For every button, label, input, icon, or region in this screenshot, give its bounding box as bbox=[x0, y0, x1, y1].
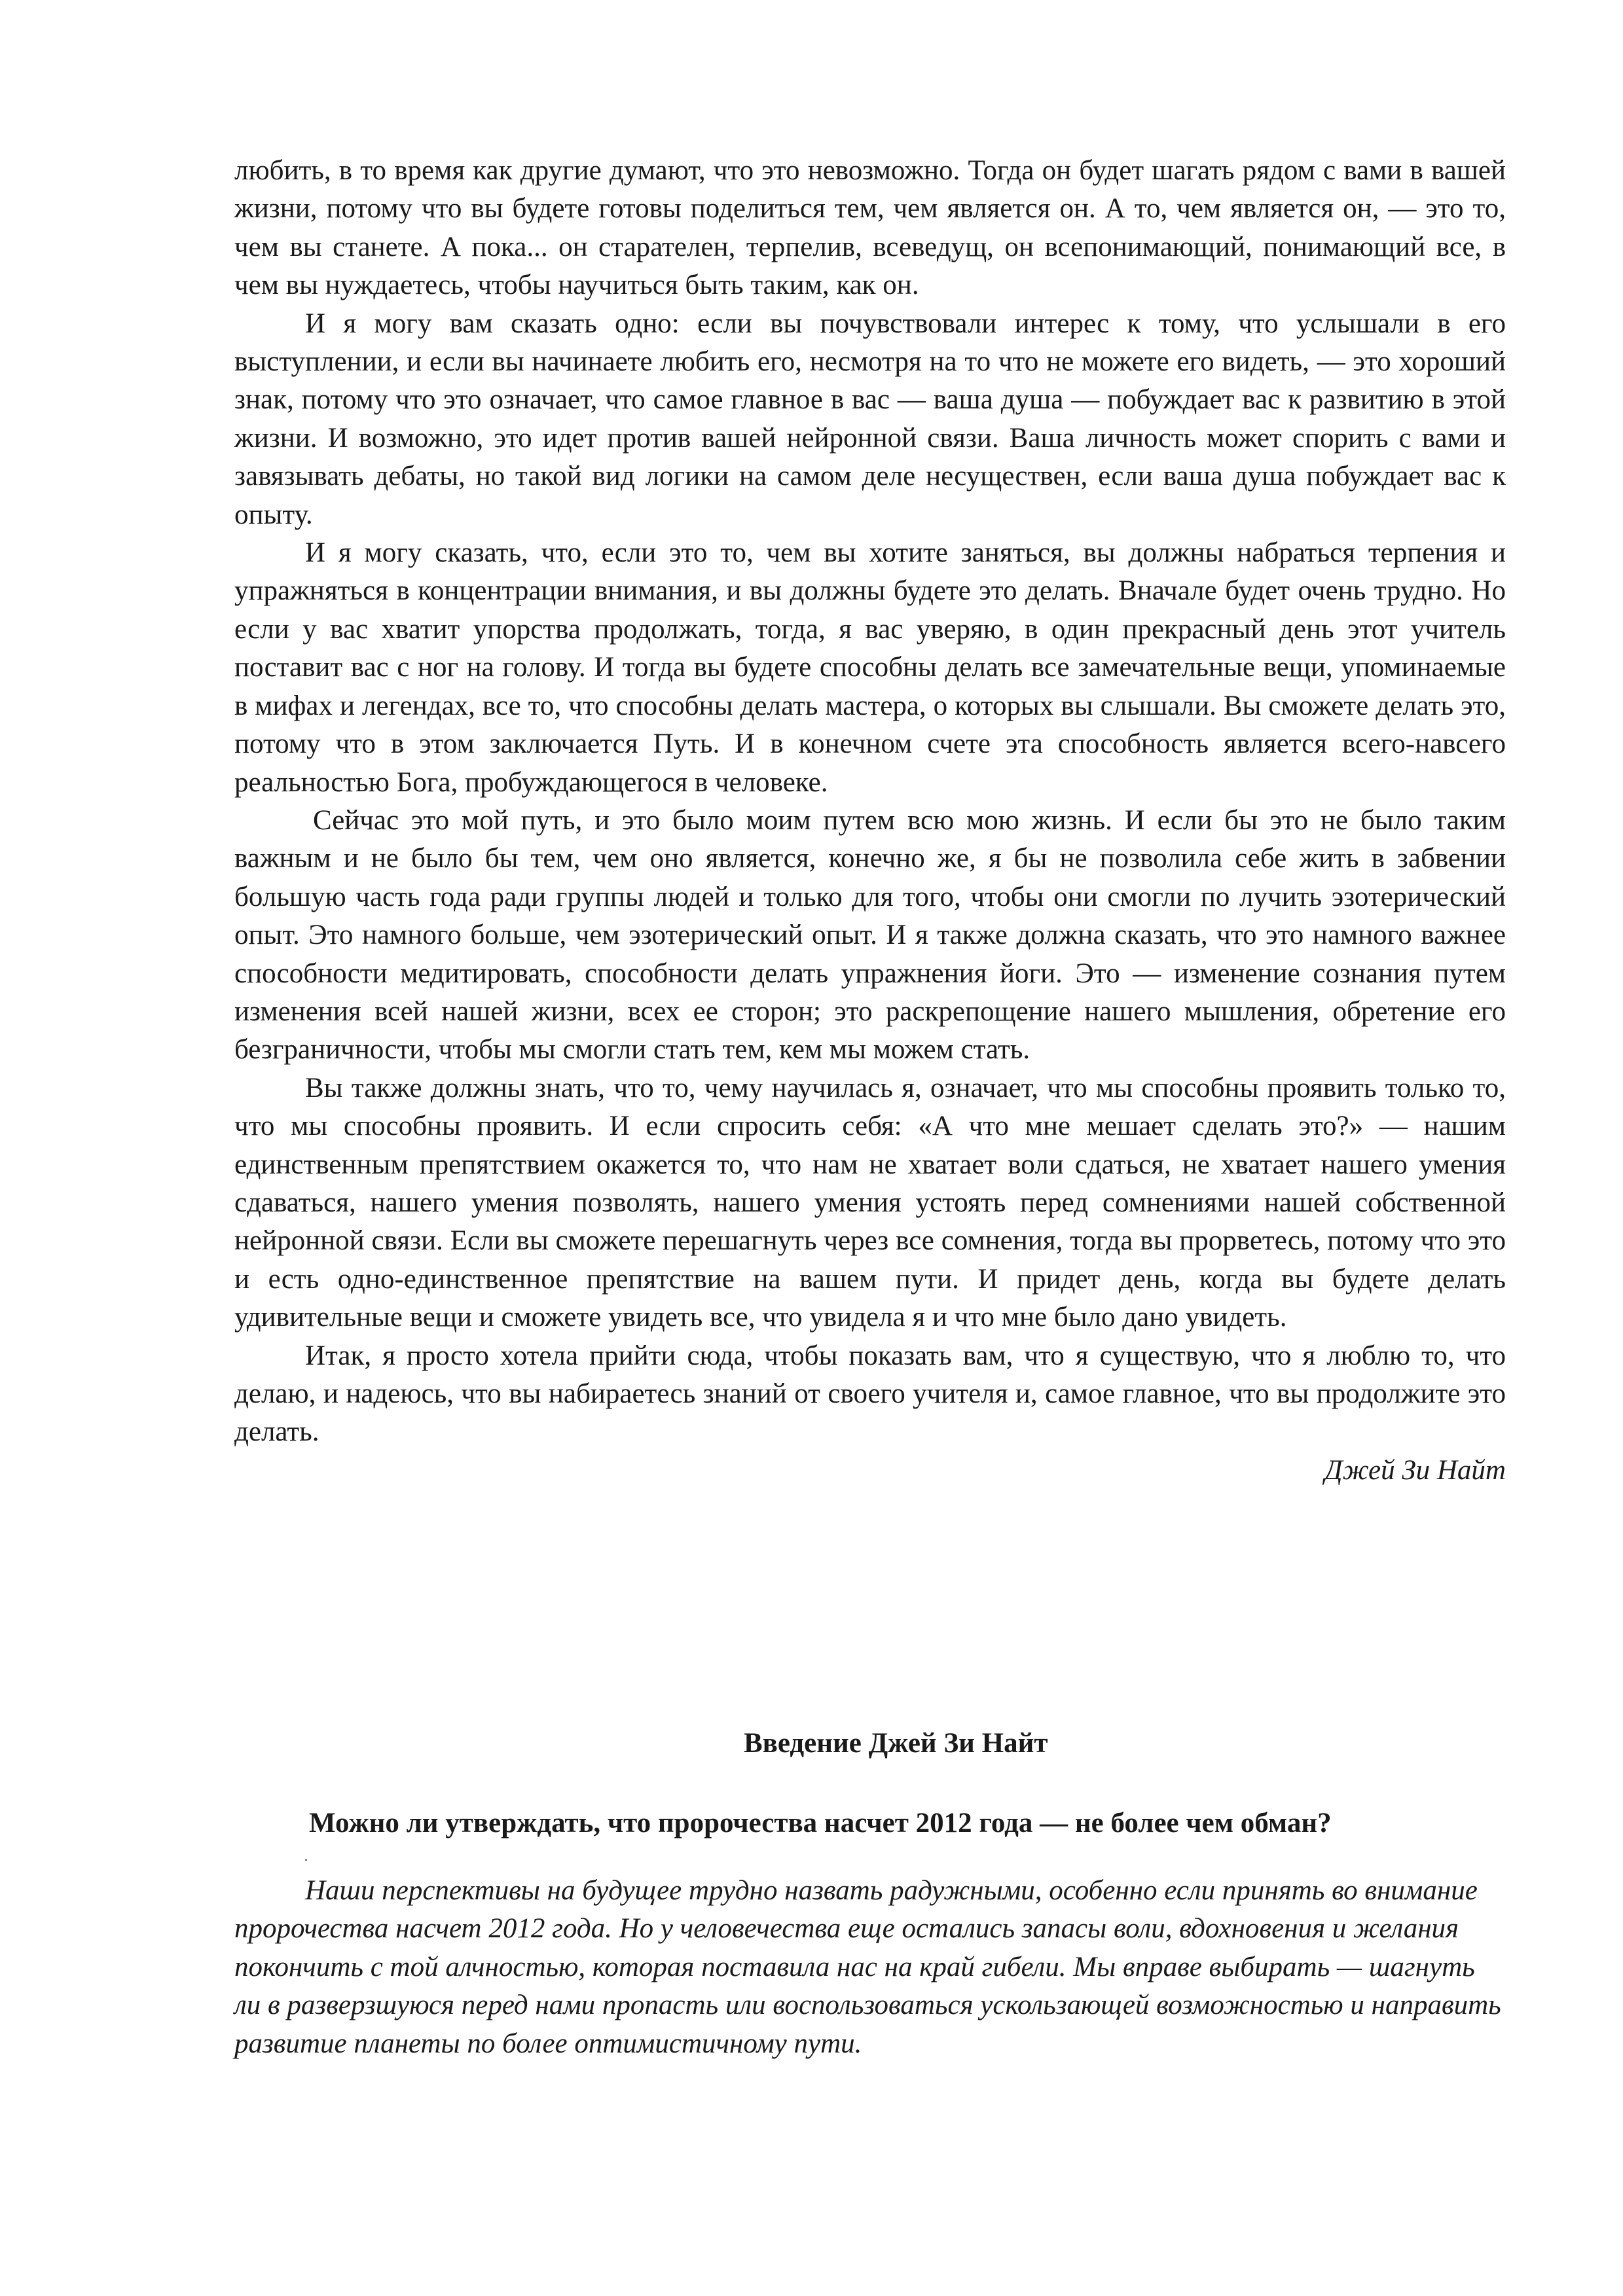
paragraph-5: Вы также должны знать, что то, чему научилась я, означает, что мы способны проявить только то, что мы способны проявить. И если спросить себя: «А что мне мешает сделать это?» — нашим единственным препятствием окажется то, что нам не хватает воли сдаться, не хватает нашего умения сдаваться, нашего умения позволять, нашего умения устоять перед сомнениями нашей собственной нейронной связи. Если вы сможете перешагнуть через все сомнения, тогда вы прорветесь, потому что это и есть одно-единственное препятствие на вашем пути. И придет день, когда вы будете делать удивительные вещи и сможете увидеть все, что увидела я и что мне было дано увидеть. bbox=[234, 1072, 1506, 1333]
paragraph-1: любить, в то время как другие думают, что это невозможно. Тогда он будет шагать рядом с вами в вашей жизни, потому что вы будете готовы поделиться тем, чем является он. А то, чем является он, — это то, чем вы станете. А пока... он старателен, терпелив, всеведущ, он всепонимающий, понимающий все, в чем вы нуждаетесь, чтобы научиться быть таким, как он. bbox=[234, 155, 1506, 301]
paragraph-4: Сейчас это мой путь, и это было моим путем всю мою жизнь. И если бы это не было таким важным и не было бы тем, чем оно является, конечно же, я бы не позволила себе жить в забвении большую часть года ради группы людей и только для того, чтобы они смогли по лучить эзотерический опыт. Это намного больше, чем эзотерический опыт. И я также должна сказать, что это намного важнее способности медитировать, способности делать упражнения йоги. Это — изменение сознания путем изменения всей нашей жизни, всех ее сторон; это раскрепощение нашего мышления, обретение его безграничности, чтобы мы смогли стать тем, кем мы можем стать. bbox=[234, 804, 1506, 1066]
paragraph-6: Итак, я просто хотела прийти сюда, чтобы показать вам, что я существую, что я люблю то, что делаю, и надеюсь, что вы набираетесь знаний от своего учителя и, самое главное, что вы продолжите это делать. bbox=[234, 1340, 1506, 1448]
paragraph-2: И я могу вам сказать одно: если вы почувствовали интерес к тому, что услышали в его выступлении, и если вы начинаете любить его, несмотря на то что не можете его видеть, — это хороший знак, потому что это означает, что самое главное в вас — ваша душа — побуждает вас к развитию в этой жизни. И возможно, это идет против вашей нейронной связи. Ваша личность может спорить с вами и завязывать дебаты, но такой вид логики на самом деле несуществен, если ваша душа побуждает вас к опыту. bbox=[234, 308, 1506, 530]
section-subtitle: Можно ли утверждать, что пророчества насчет 2012 года — не более чем обман? bbox=[309, 1808, 1332, 1839]
paragraph-3: И я могу сказать, что, если это то, чем вы хотите заняться, вы должны набраться терпения и упражняться в концентрации внимания, и вы должны будете это делать. Вначале будет очень трудно. Но если у вас хватит упорства продолжать, тогда, я вас уверяю, в один прекрасный день этот учитель поставит вас с ног на голову. И тогда вы будете способны делать все замечательные вещи, упоминаемые в мифах и легендах, все то, что способны делать мастера, о которых вы слышали. Вы сможете делать это, потому что в этом заключается Путь. И в конечном счете эта способность является всего-навсего реальностью Бога, пробуждающегося в человеке. bbox=[234, 537, 1506, 798]
signature: Джей Зи Найт bbox=[1324, 1454, 1506, 1486]
stray-mark bbox=[305, 1859, 307, 1861]
intro-text bbox=[234, 1872, 1506, 2063]
body-text bbox=[234, 152, 1506, 1490]
section-title: Введение Джей Зи Найт bbox=[744, 1728, 1048, 1759]
intro-paragraph: Наши перспективы на будущее трудно назвать радужными, особенно если принять во внимание пророчества насчет 2012 года. Но у человечества еще остались запасы воли, вдохновения и желания покончить с той алчностью, которая поставила нас на край гибели. Мы вправе выбирать — шагнуть ли в разверзшуюся перед нами пропасть или воспользоваться ускользающей возможностью и направить развитие планеты по более оптимистичному пути. bbox=[234, 1875, 1501, 2059]
